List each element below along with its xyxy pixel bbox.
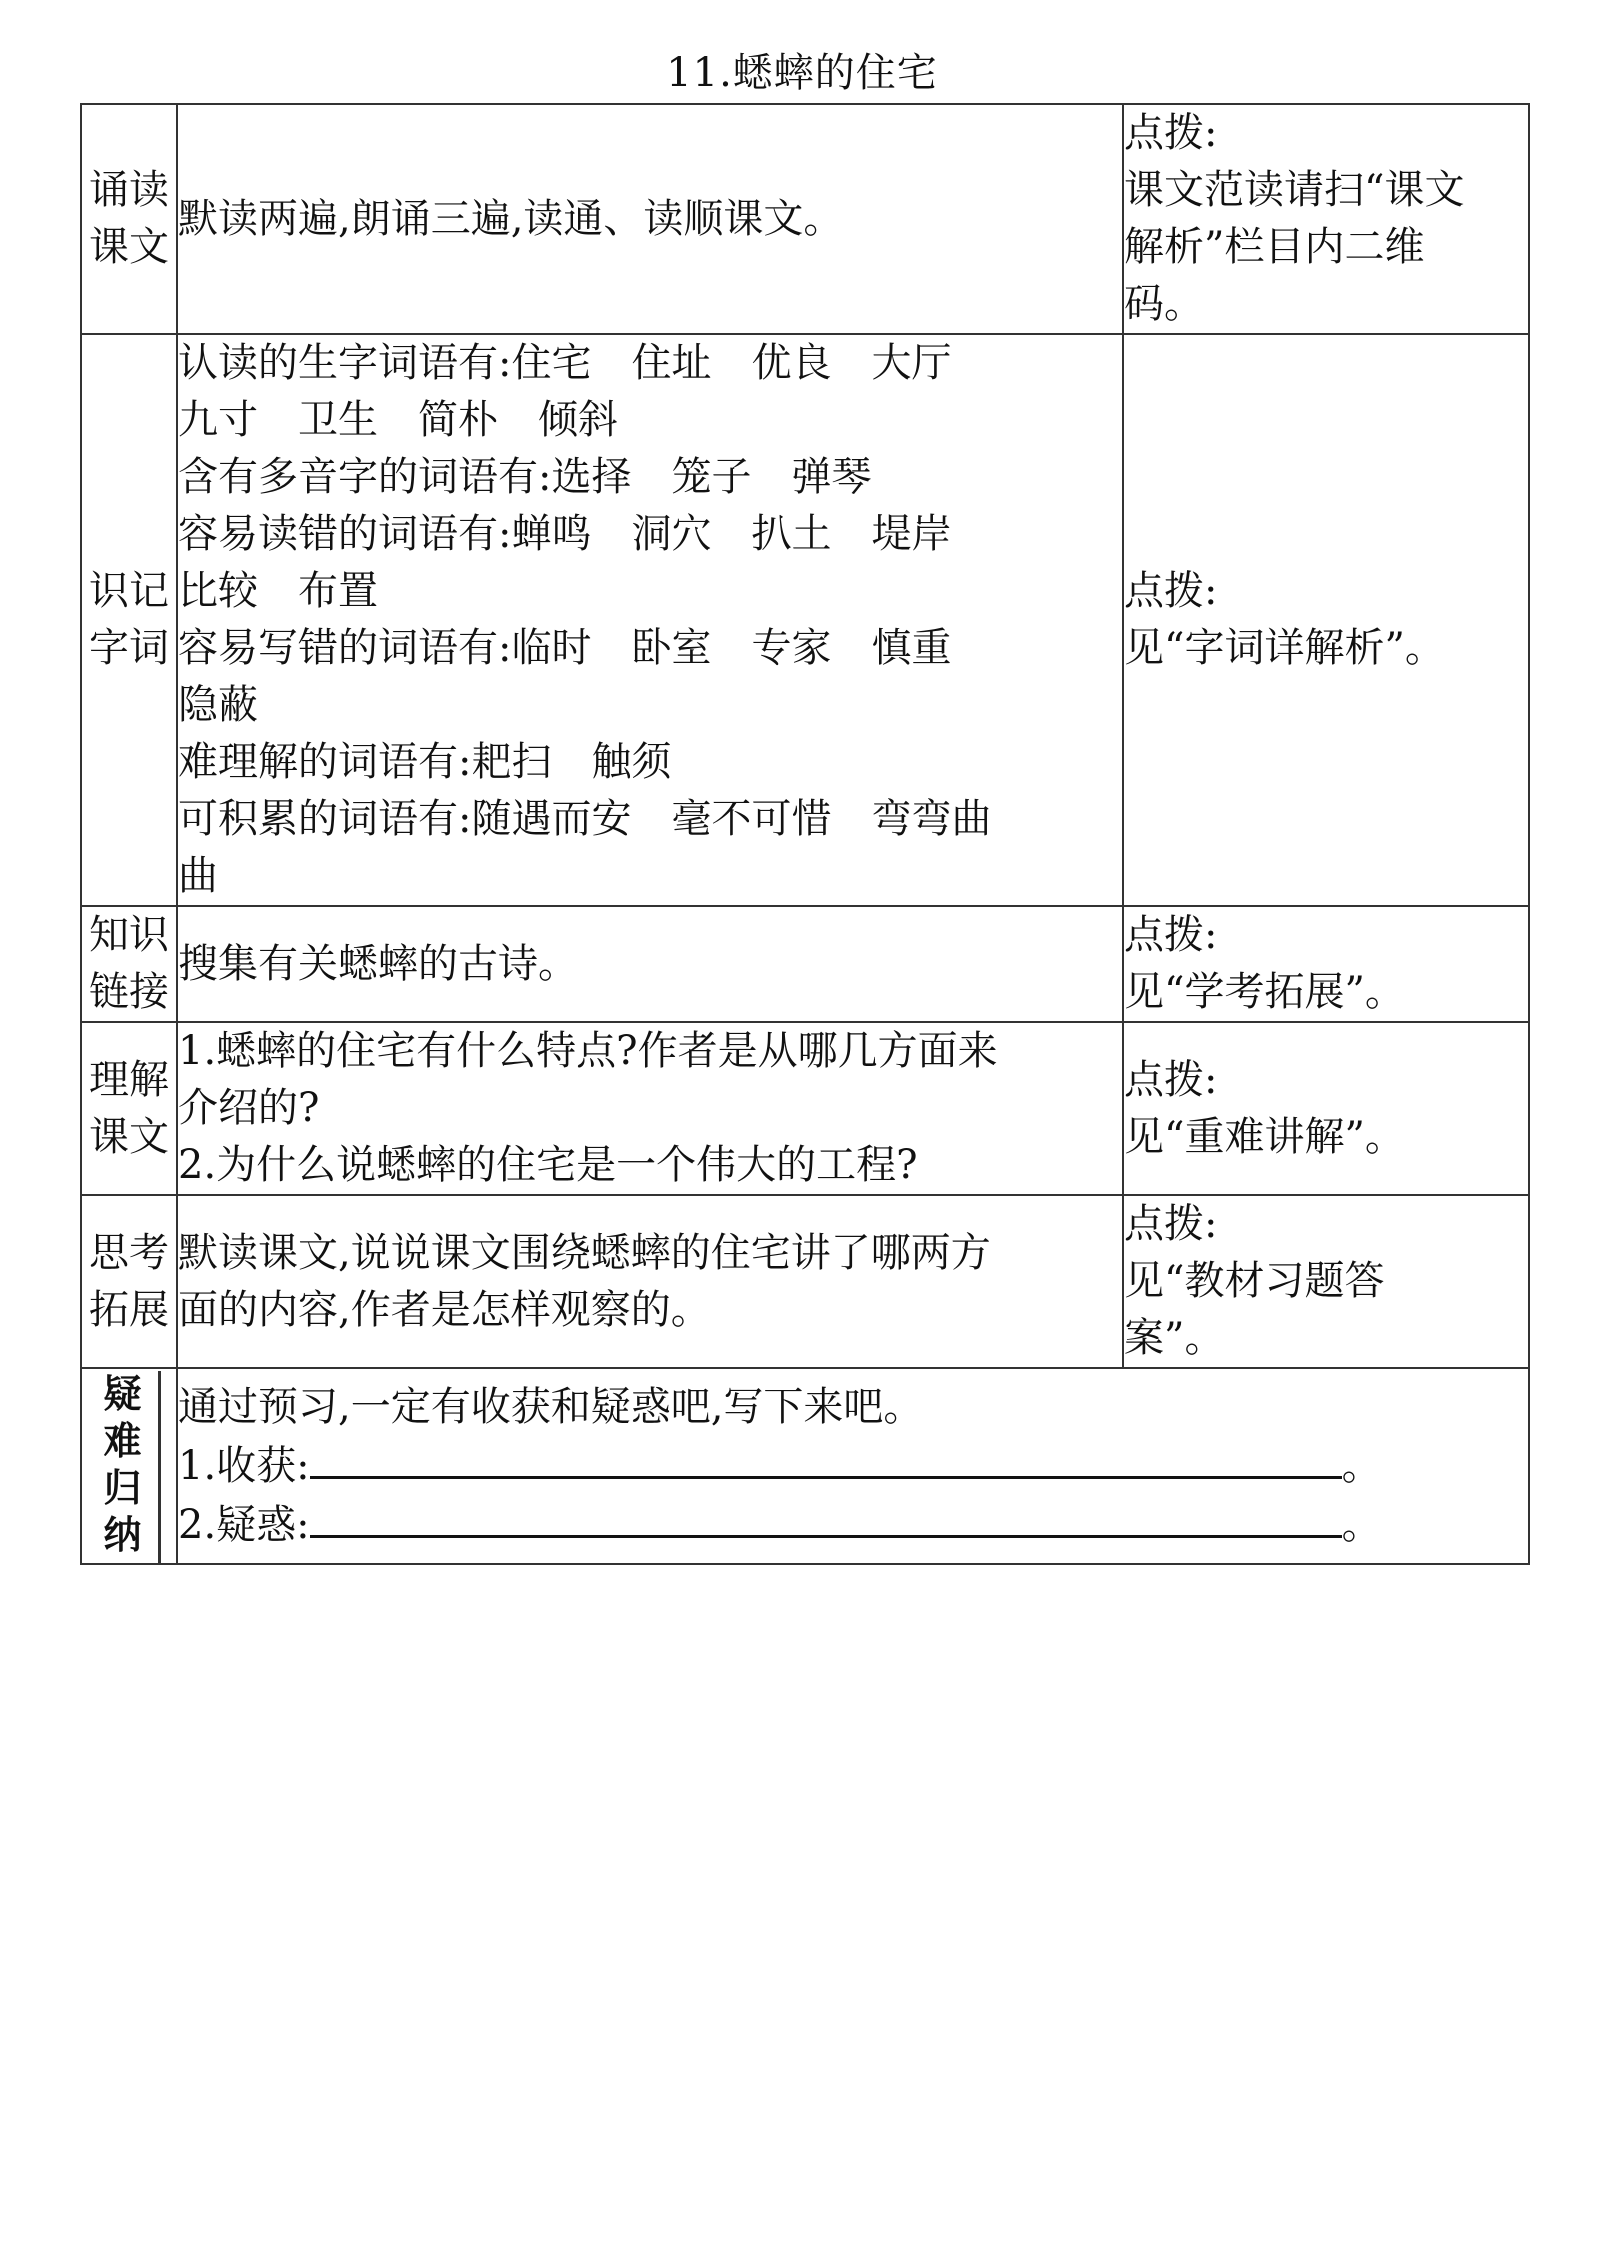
table-row-summary bbox=[81, 1368, 1529, 1564]
row-label: 诵读 课文 bbox=[81, 104, 177, 334]
preview-table bbox=[80, 103, 1530, 1565]
row-note: 点拨: 课文范读请扫“课文 解析”栏目内二维 码。 bbox=[1123, 104, 1529, 334]
row-content: 搜集有关蟋蟀的古诗。 bbox=[177, 906, 1123, 1022]
table-row-recite bbox=[81, 104, 1529, 334]
end-mark: 。 bbox=[1341, 1442, 1382, 1489]
row-label: 理解 课文 bbox=[81, 1022, 177, 1195]
table-row-knowledge-link bbox=[81, 906, 1529, 1022]
doubts-label: 2.疑惑: bbox=[178, 1501, 310, 1548]
row-label: 知识 链接 bbox=[81, 906, 177, 1022]
row-note: 点拨: 见“教材习题答 案”。 bbox=[1123, 1195, 1529, 1368]
table-row-think-extend bbox=[81, 1195, 1529, 1368]
row-content: 认读的生字词语有:住宅 住址 优良 大厅 九寸 卫生 简朴 倾斜 含有多音字的词语有:选择 笼子 弹琴 容易读错的词语有:蝉鸣 洞穴 扒土 堤岸 比较 布置 容易写错的词语有:临时 卧室 专家 慎重 隐蔽 难理解的词语有:耙扫 触须 可积累的词语有:随遇而安 毫不可惜 弯弯曲 曲 bbox=[177, 334, 1123, 906]
gains-blank[interactable] bbox=[310, 1436, 1342, 1479]
row-content: 默读课文,说说课文围绕蟋蟀的住宅讲了哪两方 面的内容,作者是怎样观察的。 bbox=[177, 1195, 1123, 1368]
row-label: 思考 拓展 bbox=[81, 1195, 177, 1368]
row-note: 点拨: 见“学考拓展”。 bbox=[1123, 906, 1529, 1022]
row-label: 识记 字词 bbox=[81, 334, 177, 906]
summary-content bbox=[177, 1368, 1529, 1564]
gains-line bbox=[178, 1436, 1528, 1495]
summary-label: 疑 难 归 纳 bbox=[81, 1368, 177, 1564]
gains-label: 1.收获: bbox=[178, 1442, 310, 1489]
table-row-vocabulary bbox=[81, 334, 1529, 906]
row-note: 点拨: 见“字词详解析”。 bbox=[1123, 334, 1529, 906]
page-title: 11.蟋蟀的住宅 bbox=[666, 50, 938, 96]
summary-intro: 通过预习,一定有收获和疑惑吧,写下来吧。 bbox=[178, 1383, 924, 1430]
row-content: 1.蟋蟀的住宅有什么特点?作者是从哪几方面来 介绍的? 2.为什么说蟋蟀的住宅是一个伟大的工程? bbox=[177, 1022, 1123, 1195]
doubts-line bbox=[178, 1495, 1528, 1554]
row-content: 默读两遍,朗诵三遍,读通、读顺课文。 bbox=[177, 104, 1123, 334]
doubts-blank[interactable] bbox=[310, 1495, 1342, 1538]
table-row-understand bbox=[81, 1022, 1529, 1195]
end-mark: 。 bbox=[1341, 1501, 1382, 1548]
row-note: 点拨: 见“重难讲解”。 bbox=[1123, 1022, 1529, 1195]
